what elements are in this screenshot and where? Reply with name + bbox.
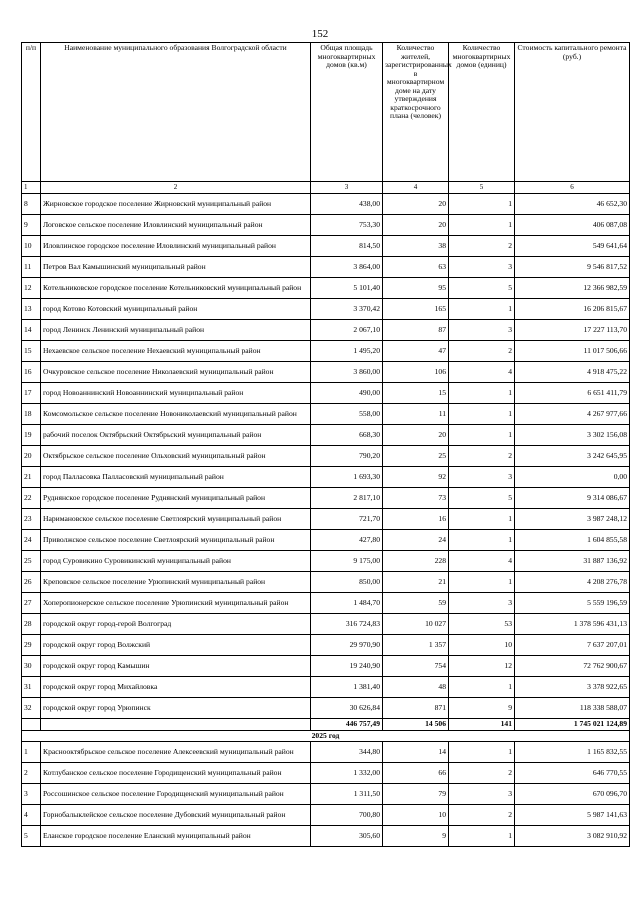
row-name: Петров Вал Камышинский муниципальный район [41, 257, 311, 278]
row-name: рабочий поселок Октябрьский Октябрьский муниципальный район [41, 425, 311, 446]
page-number: 152 [311, 28, 329, 40]
row-name: Котлубанское сельское поселение Городищенский муниципальный район [41, 763, 311, 784]
row-cost: 118 338 588,07 [515, 698, 630, 719]
row-area: 9 175,00 [311, 551, 383, 572]
row-people: 25 [383, 446, 449, 467]
row-people: 871 [383, 698, 449, 719]
row-area: 814,50 [311, 236, 383, 257]
row-num: 18 [22, 404, 41, 425]
table-row [22, 530, 630, 551]
row-name: Краснооктябрьское сельское поселение Алексеевский муниципальный район [41, 742, 311, 763]
row-houses: 3 [449, 320, 515, 341]
col-index: 2 [41, 182, 311, 194]
row-name: Нехаевское сельское поселение Нехаевский муниципальный район [41, 341, 311, 362]
row-cost: 17 227 113,70 [515, 320, 630, 341]
row-people: 79 [383, 784, 449, 805]
row-name: Очкуровское сельское поселение Николаевский муниципальный район [41, 362, 311, 383]
table-row [22, 320, 630, 341]
row-num: 1 [22, 742, 41, 763]
row-people: 15 [383, 383, 449, 404]
row-num: 30 [22, 656, 41, 677]
row-name: Котельниковское городское поселение Котельниковский муниципальный район [41, 278, 311, 299]
row-num: 19 [22, 425, 41, 446]
row-houses: 3 [449, 467, 515, 488]
row-cost: 549 641,64 [515, 236, 630, 257]
row-num: 17 [22, 383, 41, 404]
row-people: 1 357 [383, 635, 449, 656]
row-area: 3 370,42 [311, 299, 383, 320]
row-people: 87 [383, 320, 449, 341]
row-num: 28 [22, 614, 41, 635]
row-area: 1 311,50 [311, 784, 383, 805]
row-num: 15 [22, 341, 41, 362]
row-num: 4 [22, 805, 41, 826]
row-houses: 5 [449, 278, 515, 299]
row-num: 3 [22, 784, 41, 805]
row-name: город Суровикино Суровикинский муниципальный район [41, 551, 311, 572]
row-name: Еланское городское поселение Еланский муниципальный район [41, 826, 311, 847]
row-houses: 3 [449, 784, 515, 805]
row-area: 5 101,40 [311, 278, 383, 299]
row-num: 11 [22, 257, 41, 278]
table-row [22, 677, 630, 698]
row-cost: 31 887 136,92 [515, 551, 630, 572]
row-area: 29 970,90 [311, 635, 383, 656]
row-area: 344,80 [311, 742, 383, 763]
row-num: 25 [22, 551, 41, 572]
row-cost: 9 314 086,67 [515, 488, 630, 509]
row-houses: 4 [449, 362, 515, 383]
row-people: 92 [383, 467, 449, 488]
row-name: Руднянское городское поселение Руднянский муниципальный район [41, 488, 311, 509]
row-num: 29 [22, 635, 41, 656]
table-row [22, 656, 630, 677]
table-row [22, 698, 630, 719]
row-num: 8 [22, 194, 41, 215]
row-people: 24 [383, 530, 449, 551]
row-cost: 12 366 982,59 [515, 278, 630, 299]
row-name: Креповское сельское поселение Урюпинский муниципальный район [41, 572, 311, 593]
row-cost: 1 604 855,58 [515, 530, 630, 551]
row-houses: 2 [449, 446, 515, 467]
table-row [22, 742, 630, 763]
row-area: 721,70 [311, 509, 383, 530]
column-index-row [22, 182, 630, 194]
row-houses: 5 [449, 488, 515, 509]
table-row [22, 299, 630, 320]
row-area: 19 240,90 [311, 656, 383, 677]
table-row [22, 488, 630, 509]
row-cost: 4 208 276,78 [515, 572, 630, 593]
row-cost: 5 987 141,63 [515, 805, 630, 826]
table-row [22, 635, 630, 656]
row-houses: 1 [449, 299, 515, 320]
col-index: 6 [515, 182, 630, 194]
row-cost: 406 087,08 [515, 215, 630, 236]
row-people: 66 [383, 763, 449, 784]
table-row [22, 425, 630, 446]
table-row [22, 593, 630, 614]
table-row [22, 404, 630, 425]
table-row [22, 467, 630, 488]
row-houses: 1 [449, 677, 515, 698]
table-row [22, 194, 630, 215]
row-name: Октябрьское сельское поселение Ольховский муниципальный район [41, 446, 311, 467]
row-num: 22 [22, 488, 41, 509]
row-cost: 9 546 817,52 [515, 257, 630, 278]
col-index: 1 [22, 182, 41, 194]
row-people: 106 [383, 362, 449, 383]
table-row [22, 383, 630, 404]
row-cost: 4 267 977,66 [515, 404, 630, 425]
row-name: город Новоаннинский Новоаннинский муниципальный район [41, 383, 311, 404]
row-houses: 53 [449, 614, 515, 635]
row-cost: 46 652,30 [515, 194, 630, 215]
table-row [22, 362, 630, 383]
row-houses: 1 [449, 530, 515, 551]
table-row [22, 805, 630, 826]
row-cost: 72 762 900,67 [515, 656, 630, 677]
row-name: Горнобалыклейское сельское поселение Дубовский муниципальный район [41, 805, 311, 826]
row-houses: 2 [449, 341, 515, 362]
row-area: 305,60 [311, 826, 383, 847]
row-people: 14 [383, 742, 449, 763]
row-people: 21 [383, 572, 449, 593]
col-index: 3 [311, 182, 383, 194]
row-cost: 6 651 411,79 [515, 383, 630, 404]
row-cost: 5 559 196,59 [515, 593, 630, 614]
row-area: 427,80 [311, 530, 383, 551]
row-cost: 670 096,70 [515, 784, 630, 805]
table-row [22, 257, 630, 278]
row-area: 1 381,40 [311, 677, 383, 698]
row-people: 10 [383, 805, 449, 826]
table-row [22, 278, 630, 299]
header-houses: Количество многоквартирных домов (единиц) [449, 43, 515, 182]
col-index: 4 [383, 182, 449, 194]
row-area: 30 626,84 [311, 698, 383, 719]
row-cost: 11 017 506,66 [515, 341, 630, 362]
row-name: Жирновское городское поселение Жирновский муниципальный район [41, 194, 311, 215]
table-row [22, 763, 630, 784]
row-num: 21 [22, 467, 41, 488]
row-name: Наримановское сельское поселение Светлоярский муниципальный район [41, 509, 311, 530]
row-cost: 3 082 910,92 [515, 826, 630, 847]
row-people: 16 [383, 509, 449, 530]
row-cost: 3 987 248,12 [515, 509, 630, 530]
row-num: 16 [22, 362, 41, 383]
row-name: Комсомольское сельское поселение Новониколаевский муниципальный район [41, 404, 311, 425]
total-num [22, 719, 41, 731]
row-houses: 2 [449, 763, 515, 784]
header-name: Наименование муниципального образования Волгоградской области [41, 43, 311, 182]
row-houses: 2 [449, 236, 515, 257]
row-people: 754 [383, 656, 449, 677]
row-houses: 3 [449, 257, 515, 278]
capital-repair-table [21, 42, 630, 847]
row-name: город Котово Котовский муниципальный район [41, 299, 311, 320]
table-row [22, 236, 630, 257]
row-cost: 4 918 475,22 [515, 362, 630, 383]
row-area: 1 495,20 [311, 341, 383, 362]
table-row [22, 784, 630, 805]
row-name: Приволжское сельское поселение Светлоярский муниципальный район [41, 530, 311, 551]
row-area: 438,00 [311, 194, 383, 215]
header-row [22, 43, 630, 182]
row-houses: 1 [449, 742, 515, 763]
row-area: 850,00 [311, 572, 383, 593]
row-num: 24 [22, 530, 41, 551]
row-cost: 7 637 207,01 [515, 635, 630, 656]
row-cost: 0,00 [515, 467, 630, 488]
table-row [22, 446, 630, 467]
row-area: 790,20 [311, 446, 383, 467]
row-people: 11 [383, 404, 449, 425]
year-row [22, 730, 630, 742]
col-index: 5 [449, 182, 515, 194]
row-area: 1 484,70 [311, 593, 383, 614]
row-houses: 2 [449, 805, 515, 826]
row-houses: 3 [449, 593, 515, 614]
row-area: 3 864,00 [311, 257, 383, 278]
total-row [22, 719, 630, 731]
header-cost: Стоимость капитального ремонта (руб.) [515, 43, 630, 182]
row-num: 13 [22, 299, 41, 320]
row-houses: 1 [449, 194, 515, 215]
row-name: городской округ город-герой Волгоград [41, 614, 311, 635]
row-houses: 9 [449, 698, 515, 719]
row-houses: 10 [449, 635, 515, 656]
row-houses: 1 [449, 404, 515, 425]
table-row [22, 614, 630, 635]
row-num: 14 [22, 320, 41, 341]
row-name: Иловлинское городское поселение Иловлинский муниципальный район [41, 236, 311, 257]
row-cost: 646 770,55 [515, 763, 630, 784]
row-num: 23 [22, 509, 41, 530]
row-name: городской округ город Урюпинск [41, 698, 311, 719]
row-num: 9 [22, 215, 41, 236]
row-num: 26 [22, 572, 41, 593]
row-num: 27 [22, 593, 41, 614]
row-people: 10 027 [383, 614, 449, 635]
row-houses: 1 [449, 509, 515, 530]
table-row [22, 341, 630, 362]
row-cost: 3 378 922,65 [515, 677, 630, 698]
row-name: Логовское сельское поселение Иловлинский муниципальный район [41, 215, 311, 236]
table-row [22, 572, 630, 593]
row-area: 1 332,00 [311, 763, 383, 784]
row-people: 47 [383, 341, 449, 362]
total-houses: 141 [449, 719, 515, 731]
row-area: 1 693,30 [311, 467, 383, 488]
row-cost: 16 206 815,67 [515, 299, 630, 320]
table-row [22, 509, 630, 530]
row-people: 20 [383, 215, 449, 236]
row-num: 12 [22, 278, 41, 299]
row-num: 20 [22, 446, 41, 467]
table-row [22, 826, 630, 847]
row-people: 48 [383, 677, 449, 698]
row-people: 9 [383, 826, 449, 847]
row-area: 316 724,83 [311, 614, 383, 635]
year-label: 2025 год [22, 730, 630, 742]
row-name: городской округ город Михайловка [41, 677, 311, 698]
row-people: 59 [383, 593, 449, 614]
row-cost: 1 165 832,55 [515, 742, 630, 763]
row-name: Россошинское сельское поселение Городищенский муниципальный район [41, 784, 311, 805]
row-people: 165 [383, 299, 449, 320]
row-name: городской округ город Камышин [41, 656, 311, 677]
total-cost: 1 745 021 124,89 [515, 719, 630, 731]
row-area: 558,00 [311, 404, 383, 425]
total-area: 446 757,49 [311, 719, 383, 731]
table-row [22, 551, 630, 572]
row-houses: 1 [449, 572, 515, 593]
row-cost: 3 242 645,95 [515, 446, 630, 467]
row-name: город Палласовка Палласовский муниципальный район [41, 467, 311, 488]
header-area: Общая площадь многоквартирных домов (кв.м) [311, 43, 383, 182]
row-houses: 1 [449, 425, 515, 446]
row-cost: 1 378 596 431,13 [515, 614, 630, 635]
total-name [41, 719, 311, 731]
row-area: 2 067,10 [311, 320, 383, 341]
row-area: 700,80 [311, 805, 383, 826]
row-num: 32 [22, 698, 41, 719]
row-houses: 1 [449, 383, 515, 404]
row-num: 10 [22, 236, 41, 257]
row-area: 3 860,00 [311, 362, 383, 383]
total-people: 14 506 [383, 719, 449, 731]
row-houses: 1 [449, 826, 515, 847]
row-num: 2 [22, 763, 41, 784]
table-row [22, 215, 630, 236]
row-cost: 3 302 156,08 [515, 425, 630, 446]
header-people: Количество жителей, зарегистрированных в многоквартирном доме на дату утверждения краткосрочного плана (человек) [383, 43, 449, 182]
row-num: 31 [22, 677, 41, 698]
row-area: 2 817,10 [311, 488, 383, 509]
row-people: 63 [383, 257, 449, 278]
row-people: 20 [383, 194, 449, 215]
row-people: 20 [383, 425, 449, 446]
header-num: п/п [22, 43, 41, 182]
row-houses: 4 [449, 551, 515, 572]
row-num: 5 [22, 826, 41, 847]
row-area: 753,30 [311, 215, 383, 236]
row-area: 668,30 [311, 425, 383, 446]
row-people: 228 [383, 551, 449, 572]
row-houses: 12 [449, 656, 515, 677]
row-people: 95 [383, 278, 449, 299]
row-name: город Ленинск Ленинский муниципальный район [41, 320, 311, 341]
row-people: 73 [383, 488, 449, 509]
row-area: 490,00 [311, 383, 383, 404]
row-name: Хоперопионерское сельское поселение Урюпинский муниципальный район [41, 593, 311, 614]
row-houses: 1 [449, 215, 515, 236]
row-people: 38 [383, 236, 449, 257]
row-name: городской округ город Волжский [41, 635, 311, 656]
